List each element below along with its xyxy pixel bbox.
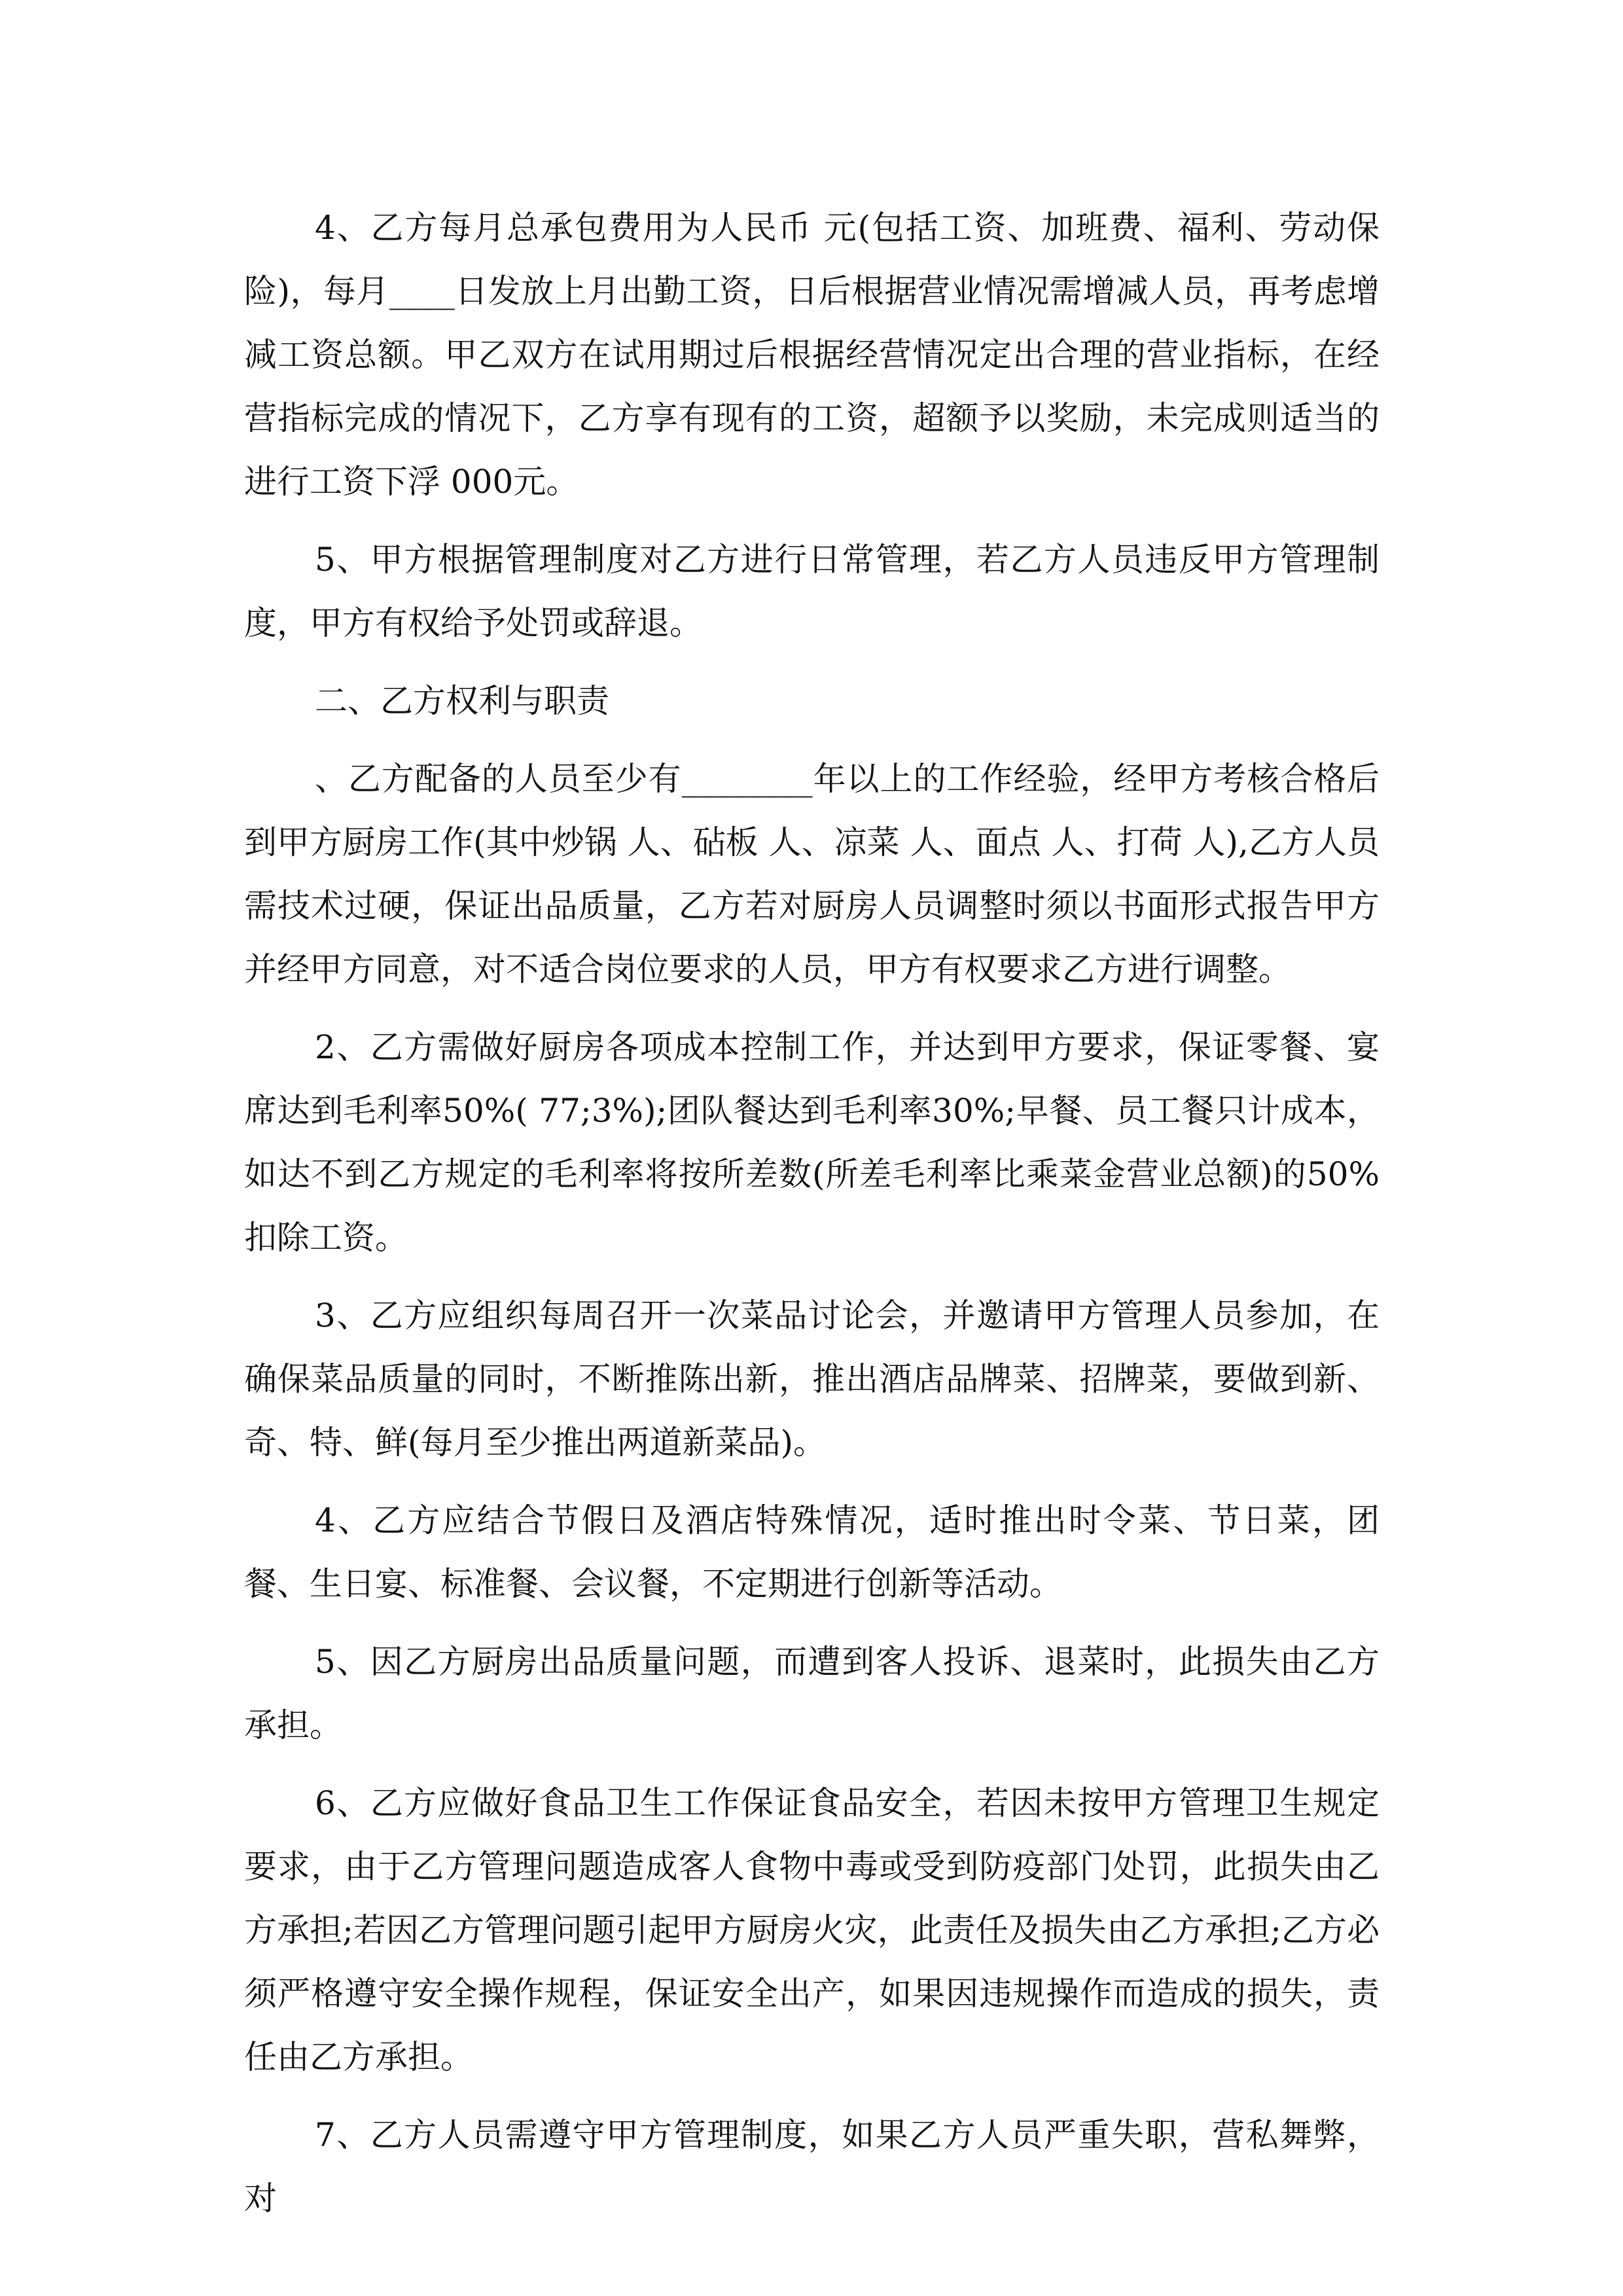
- paragraph-salary: 4、乙方每月总承包费用为人民币 元(包括工资、加班费、福利、劳动保险)，每月____日发放上月出勤工资，日后根据营业情况需增减人员，再考虑增减工资总额。甲乙双方在试用期过后根据经营情况定出合理的营业指标，在经营指标完成的情况下，乙方享有现有的工资，超额予以奖励，未完成则适当的进行工资下浮 000元。: [244, 209, 1380, 501]
- paragraph-cost-control: 2、乙方需做好厨房各项成本控制工作，并达到甲方要求，保证零餐、宴席达到毛利率50%( 77;3%);团队餐达到毛利率30%;早餐、员工餐只计成本，如达不到乙方规定的毛利率将按所差数(所差毛利率比乘菜金营业总额)的50%扣除工资。: [244, 1028, 1380, 1257]
- document-body: [244, 196, 1380, 2245]
- paragraph-conduct: 7、乙方人员需遵守甲方管理制度，如果乙方人员严重失职，营私舞弊，对: [244, 2116, 1380, 2217]
- paragraph-staffing: 、乙方配备的人员至少有________年以上的工作经验，经甲方考核合格后到甲方厨房工作(其中炒锅 人、砧板 人、凉菜 人、面点 人、打荷 人),乙方人员需技术过硬，保证出品质量，乙方若对厨房人员调整时须以书面形式报告甲方并经甲方同意，对不适合岗位要求的人员，甲方有权要求乙方进行调整。: [244, 760, 1380, 988]
- paragraph-quality-complaints: 5、因乙方厨房出品质量问题，而遭到客人投诉、退菜时，此损失由乙方承担。: [244, 1643, 1380, 1744]
- paragraph-food-safety: 6、乙方应做好食品卫生工作保证食品安全，若因未按甲方管理卫生规定要求，由于乙方管理问题造成客人食物中毒或受到防疫部门处罚，此损失由乙方承担;若因乙方管理问题引起甲方厨房火灾，此责任及损失由乙方承担;乙方必须严格遵守安全操作规程，保证安全出产，如果因违规操作而造成的损失，责任由乙方承担。: [244, 1784, 1380, 2076]
- paragraph-menu-meeting: 3、乙方应组织每周召开一次菜品讨论会，并邀请甲方管理人员参加，在确保菜品质量的同时，不断推陈出新，推出酒店品牌菜、招牌菜，要做到新、奇、特、鲜(每月至少推出两道新菜品)。: [244, 1297, 1380, 1462]
- paragraph-seasonal-dishes: 4、乙方应结合节假日及酒店特殊情况，适时推出时令菜、节日菜，团餐、生日宴、标准餐、会议餐，不定期进行创新等活动。: [244, 1501, 1380, 1603]
- paragraph-management: 5、甲方根据管理制度对乙方进行日常管理，若乙方人员违反甲方管理制度，甲方有权给予处罚或辞退。: [244, 541, 1380, 642]
- section-heading: 二、乙方权利与职责: [315, 682, 609, 720]
